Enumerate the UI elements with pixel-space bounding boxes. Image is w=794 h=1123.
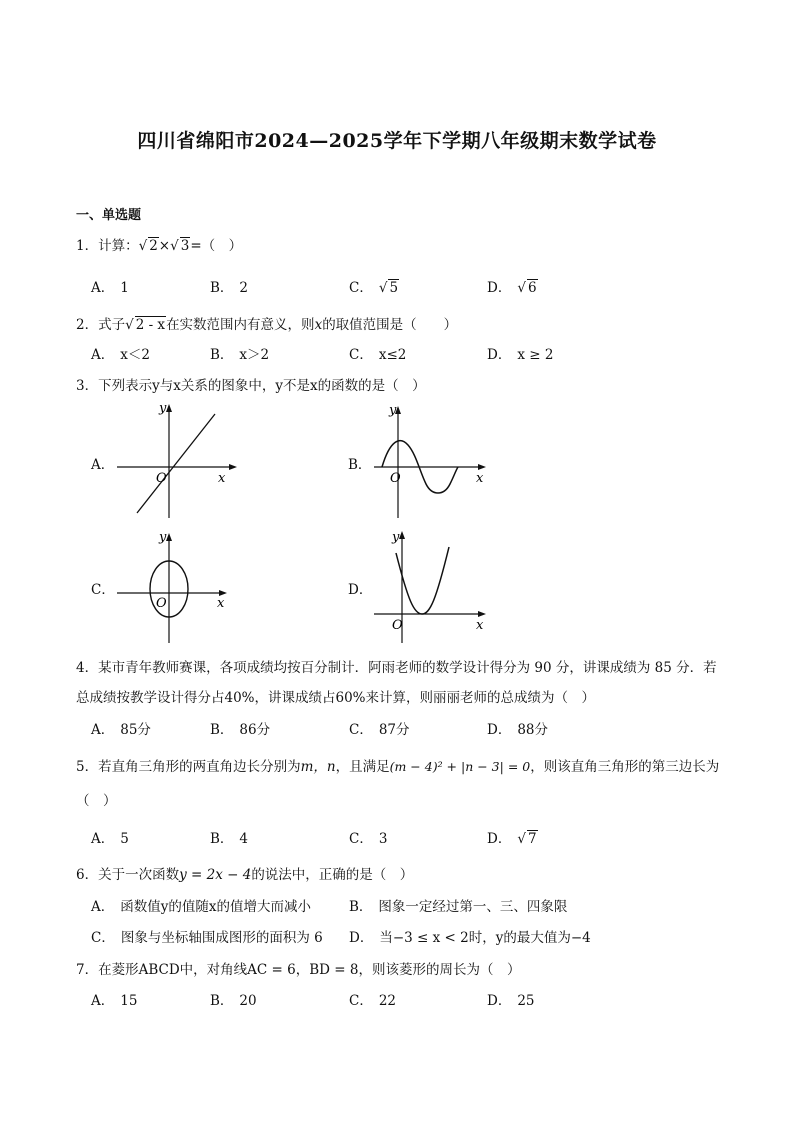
svg-text:y: y [159,530,167,545]
question-5-stem-line2: （ ） [76,793,117,809]
option-b: B． 2 [210,280,249,296]
question-1-stem: 1．计算：√ 2×√ 3=（ ） [76,238,243,254]
graph-option-a-label: A． [91,457,115,473]
svg-text:O: O [392,618,403,633]
question-7-stem: 7．在菱形ABCD中，对角线AC = 6，BD = 8，则该菱形的周长为（ ） [76,962,521,978]
svg-text:x: x [217,596,225,611]
graph-b-sine [372,400,497,520]
graph-a-line [115,400,240,520]
graph-c-ellipse [115,525,240,645]
option-b: B． x＞2 [210,347,270,363]
svg-text:x: x [476,618,484,633]
question-3-stem: 3．下列表示y与x关系的图象中，y不是x的函数的是（ ） [76,378,426,394]
option-a: A． 85分 [91,722,151,738]
question-6-stem: 6．关于一次函数y = 2x − 4的说法中，正确的是（ ） [76,867,414,883]
option-d: D． √ 7 [487,831,537,847]
page-title: 四川省绵阳市2024—2025学年下学期八年级期末数学试卷 [137,130,657,152]
option-d: D． √ 6 [487,280,537,296]
svg-text:y: y [389,403,397,418]
svg-text:x: x [218,471,226,486]
sqrt-expression: √ 2 - x [125,317,166,333]
svg-text:y: y [392,530,400,545]
option-a: A． x＜2 [91,347,150,363]
svg-text:O: O [156,471,167,486]
option-c: C． 22 [349,993,397,1009]
graph-d-parabola [372,525,497,645]
section-heading-single-choice: 一、单选题 [76,208,142,223]
option-a: A． 1 [91,280,129,296]
option-d: D． 25 [487,993,535,1009]
option-d: D． 当−3 ≤ x < 2时，y的最大值为−4 [349,930,591,946]
option-b: B． 4 [210,831,249,847]
option-b: B． 20 [210,993,257,1009]
question-number: 1． [76,238,99,254]
svg-text:y: y [159,401,167,416]
option-c: C． 87分 [349,722,410,738]
graph-option-c-label: C． [91,582,115,598]
svg-text:O: O [390,471,401,486]
question-4-stem-line2: 总成绩按教学设计得分占40%，讲课成绩占60%来计算，则丽丽老师的总成绩为（ ） [76,690,596,706]
option-b: B． 86分 [210,722,271,738]
option-d: D． x ≥ 2 [487,347,554,363]
option-c: C． 图象与坐标轴围成图形的面积为 6 [91,930,323,946]
svg-text:x: x [476,471,484,486]
sqrt-expression: √ 2 [138,238,158,254]
option-c: C． 3 [349,831,388,847]
question-5-stem: 5．若直角三角形的两直角边长分别为m，n，且满足(m − 4)² + |n − 3| = 0，则该直角三角形的第三边长为 [76,759,720,775]
option-a: A． 函数值y的值随x的值增大而减小 [91,899,311,915]
sqrt-expression: √ 3 [170,238,190,254]
graph-option-b-label: B． [348,457,372,473]
graph-option-d-label: D． [348,582,373,598]
question-text: 计算： [98,238,139,254]
option-a: A． 15 [91,993,138,1009]
option-d: D． 88分 [487,722,549,738]
option-a: A． 5 [91,831,129,847]
svg-text:O: O [156,596,167,611]
question-2-stem: 2．式子√ 2 - x在实数范围内有意义，则x的取值范围是（ ） [76,317,458,333]
option-c: C． √ 5 [349,280,399,296]
option-b: B． 图象一定经过第一、三、四象限 [349,899,568,915]
question-4-stem: 4．某市青年教师赛课，各项成绩均按百分制计．阿雨老师的数学设计得分为 90 分，讲课成绩为 85 分．若 [76,660,717,676]
option-c: C． x≤2 [349,347,407,363]
